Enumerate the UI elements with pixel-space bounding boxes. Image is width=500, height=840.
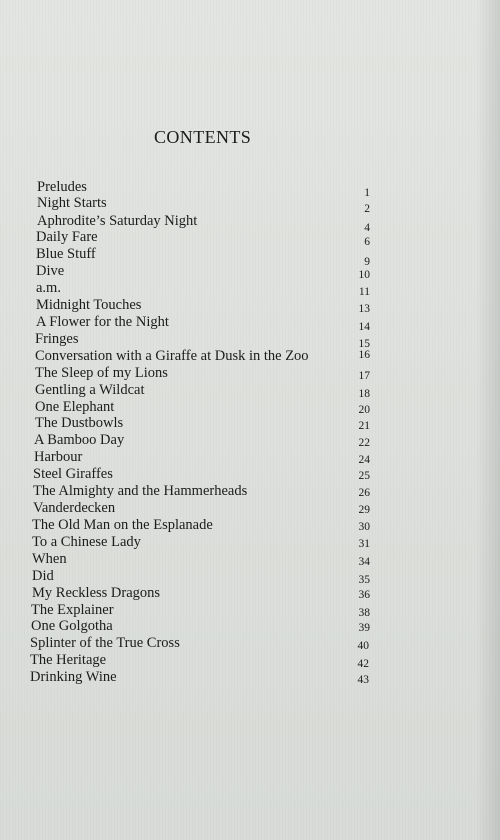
- toc-entry-title: The Explainer: [31, 602, 114, 618]
- toc-entry-title: To a Chinese Lady: [32, 534, 141, 550]
- toc-entry-page-number: 1: [364, 187, 370, 199]
- toc-entry-page-number: 21: [358, 420, 370, 432]
- toc-entry-page-number: 43: [357, 674, 369, 686]
- toc-entry-title: Splinter of the True Cross: [30, 635, 180, 651]
- toc-entry-page-number: 22: [358, 437, 370, 449]
- toc-entry-page-number: 26: [358, 487, 370, 499]
- contents-heading: CONTENTS: [154, 127, 252, 147]
- toc-entry-page-number: 13: [358, 303, 370, 315]
- toc-entry-title: Fringes: [35, 331, 79, 347]
- toc-entry-title: A Flower for the Night: [36, 314, 169, 330]
- toc-entry-page-number: 30: [358, 521, 370, 533]
- toc-entry-title: The Old Man on the Esplanade: [32, 517, 213, 533]
- toc-entry-page-number: 25: [358, 470, 370, 482]
- toc-entry-page-number: 42: [357, 658, 369, 670]
- toc-entry-page-number: 36: [358, 589, 370, 601]
- toc-entry-title: When: [32, 551, 67, 567]
- toc-entry-title: The Heritage: [30, 652, 107, 668]
- toc-entry-page-number: 31: [358, 538, 370, 550]
- toc-entry-page-number: 20: [358, 404, 370, 416]
- toc-entry-title: Vanderdecken: [33, 500, 116, 516]
- toc-entry-title: Midnight Touches: [36, 297, 142, 313]
- toc-entry-page-number: 40: [357, 640, 369, 652]
- toc-entry-title: a.m.: [36, 280, 61, 296]
- toc-entry-title: Gentling a Wildcat: [35, 382, 145, 398]
- toc-entry-title: One Golgotha: [31, 618, 113, 634]
- toc-entry-title: Did: [32, 568, 54, 584]
- toc-entry-title: One Elephant: [35, 399, 115, 415]
- toc-entry-page-number: 17: [358, 370, 370, 382]
- toc-entry-page-number: 6: [364, 236, 370, 248]
- toc-entry-page-number: 29: [358, 504, 370, 516]
- toc-entry-title: The Almighty and the Hammerheads: [33, 483, 248, 499]
- toc-entry-page-number: 34: [358, 556, 370, 568]
- toc-entry-title: Steel Giraffes: [33, 466, 113, 482]
- toc-entry-title: Conversation with a Giraffe at Dusk in the Zoo: [35, 348, 309, 364]
- toc-entry-page-number: 2: [364, 203, 370, 215]
- toc-entry-page-number: 24: [358, 454, 370, 466]
- toc-entry-page-number: 10: [358, 269, 370, 281]
- toc-entry-title: The Sleep of my Lions: [35, 365, 168, 381]
- toc-entry-title: Preludes: [37, 179, 87, 195]
- toc-entry-title: Harbour: [34, 449, 83, 465]
- toc-entry-page-number: 35: [358, 574, 370, 586]
- toc-entry-page-number: 9: [364, 256, 370, 268]
- toc-entry-title: Drinking Wine: [30, 669, 117, 685]
- toc-entry-page-number: 15: [358, 338, 370, 350]
- toc-entry-title: My Reckless Dragons: [32, 585, 161, 601]
- toc-entry-page-number: 4: [364, 222, 370, 234]
- toc-entry-title: A Bamboo Day: [34, 432, 125, 448]
- toc-entry-page-number: 39: [358, 622, 370, 634]
- toc-entry-page-number: 16: [358, 349, 370, 361]
- toc-entry-title: Dive: [36, 263, 65, 279]
- toc-entry-page-number: 18: [358, 388, 370, 400]
- toc-entry-page-number: 11: [358, 286, 370, 298]
- table-of-contents: [0, 176, 500, 696]
- toc-entry-title: Daily Fare: [36, 229, 98, 245]
- toc-entry-title: Aphrodite’s Saturday Night: [37, 213, 198, 229]
- toc-entry-page-number: 14: [358, 321, 370, 333]
- toc-entry-title: The Dustbowls: [35, 415, 124, 431]
- toc-entry-page-number: 38: [358, 607, 370, 619]
- toc-entry-title: Night Starts: [37, 195, 107, 211]
- toc-entry-title: Blue Stuff: [36, 246, 96, 262]
